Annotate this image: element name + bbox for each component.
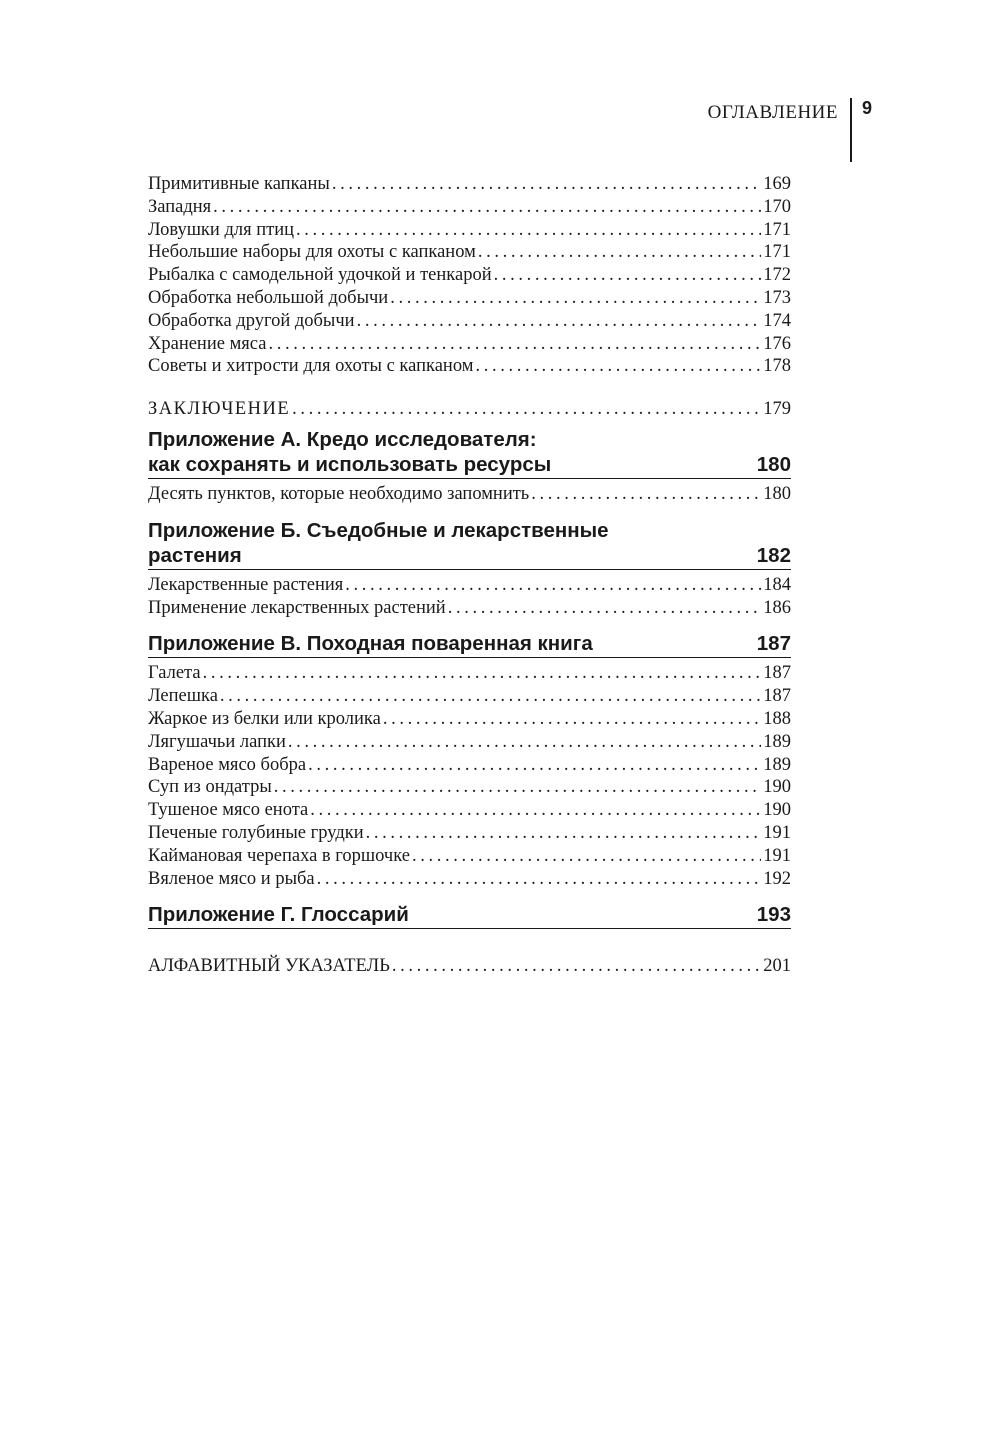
toc-entry[interactable]: [148, 241, 791, 264]
appendix-page: 180: [756, 452, 791, 476]
toc-entry[interactable]: [148, 173, 791, 196]
toc-entry-title: Примитивные капканы: [148, 174, 330, 194]
toc-entry[interactable]: [148, 355, 791, 378]
toc-entry-title: Жаркое из белки или кролика: [148, 708, 381, 729]
toc-entry-title: Небольшие наборы для охоты с капканом: [148, 242, 476, 263]
toc-entry-page: 191: [763, 845, 791, 866]
toc-entry-page: 187: [763, 663, 791, 684]
toc-entry[interactable]: [148, 731, 791, 754]
toc-entry[interactable]: [148, 799, 791, 822]
toc-entry-page: 190: [763, 777, 791, 798]
dot-leader: [390, 287, 761, 310]
toc-entry-title: Хранение мяса: [148, 333, 267, 354]
dot-leader: [274, 776, 761, 799]
appendix-title-line: растения: [148, 543, 242, 567]
toc-entry[interactable]: [148, 597, 791, 620]
dot-leader: [268, 333, 761, 356]
toc-entry[interactable]: [148, 868, 791, 891]
toc-entry-conclusion[interactable]: [148, 398, 791, 421]
dot-leader: [203, 662, 762, 685]
dot-leader: [357, 310, 762, 333]
toc-entry-page: 178: [763, 356, 791, 377]
toc-entry-title: АЛФАВИТНЫЙ УКАЗАТЕЛЬ: [148, 956, 390, 977]
toc-entry-title: Тушеное мясо енота: [148, 800, 309, 821]
appendix-title-row: [148, 902, 791, 927]
appendix-title-line: Приложение Г. Глоссарий: [148, 903, 409, 927]
appendix-b-heading[interactable]: [148, 518, 791, 570]
appendix-title-row: [148, 543, 791, 568]
toc-entry-title: ЗАКЛЮЧЕНИЕ: [148, 399, 291, 420]
appendix-page: 193: [756, 903, 791, 927]
toc-entry-page: 191: [763, 822, 791, 843]
toc-entry-page: 179: [763, 399, 791, 420]
toc-entry-title: Десять пунктов, которые необходимо запомнить: [148, 483, 530, 504]
toc-entry-page: 173: [763, 287, 791, 308]
table-of-contents: [148, 173, 791, 978]
toc-entry-title: Суп из ондатры: [148, 777, 272, 798]
dot-leader: [332, 173, 761, 196]
dot-leader: [412, 845, 761, 868]
toc-entry-page: 190: [763, 800, 791, 821]
toc-entry-page: 187: [763, 686, 791, 707]
toc-entry[interactable]: [148, 776, 791, 799]
dot-leader: [383, 708, 761, 731]
toc-entry-title: Вяленое мясо и рыба: [148, 868, 315, 889]
dot-leader: [478, 241, 761, 264]
dot-leader: [366, 822, 762, 845]
dot-leader: [310, 799, 761, 822]
appendix-title-line: Приложение В. Походная поваренная книга: [148, 632, 593, 656]
running-title: ОГЛАВЛЕНИЕ: [707, 102, 838, 123]
toc-entry[interactable]: [148, 287, 791, 310]
appendix-a-heading[interactable]: [148, 427, 791, 479]
dot-leader: [288, 731, 761, 754]
toc-entry-page: 189: [763, 754, 791, 775]
dot-leader: [296, 219, 761, 242]
toc-entry-page: 171: [763, 242, 791, 263]
toc-entry-page: 184: [763, 574, 791, 595]
appendix-title-row: [148, 631, 791, 656]
toc-entry-title: Каймановая черепаха в горшочке: [148, 845, 410, 866]
toc-entry-title: Печеные голубиные грудки: [148, 822, 364, 843]
toc-entry-index[interactable]: [148, 955, 791, 978]
toc-entry-title: Ловушки для птиц: [148, 219, 295, 240]
toc-entry-title: Обработка другой добычи: [148, 310, 355, 331]
dot-leader: [213, 196, 761, 219]
toc-entry-title: Советы и хитрости для охоты с капканом: [148, 356, 474, 377]
toc-entry[interactable]: [148, 333, 791, 356]
toc-entry[interactable]: [148, 483, 791, 506]
toc-entry-title: Лепешка: [148, 686, 218, 707]
toc-entry-title: Лягушачьи лапки: [148, 731, 286, 752]
toc-entry-title: Лекарственные растения: [148, 574, 344, 595]
toc-entry-page: 186: [763, 597, 791, 618]
dot-leader: [292, 398, 761, 421]
toc-entry-page: 180: [763, 483, 791, 504]
toc-entry-title: Обработка небольшой добычи: [148, 287, 389, 308]
appendix-title-line: как сохранять и использовать ресурсы: [148, 452, 552, 476]
toc-entry[interactable]: [148, 845, 791, 868]
toc-entry-page: 192: [763, 868, 791, 889]
toc-entry[interactable]: [148, 574, 791, 597]
header-rule: [850, 98, 852, 162]
toc-entry[interactable]: [148, 708, 791, 731]
appendix-title-line: Приложение А. Кредо исследователя:: [148, 427, 537, 451]
dot-leader: [494, 264, 762, 287]
toc-entry-page: 176: [763, 333, 791, 354]
toc-entry[interactable]: [148, 822, 791, 845]
page-number: 9: [862, 98, 873, 118]
dot-leader: [220, 685, 761, 708]
toc-group-traps: [148, 173, 791, 378]
toc-entry-page: 174: [763, 310, 791, 331]
toc-entry-title: Западня: [148, 196, 212, 217]
toc-entry-title: Рыбалка с самодельной удочкой и тенкарой: [148, 265, 492, 286]
appendix-g-heading[interactable]: [148, 902, 791, 929]
toc-entry[interactable]: [148, 196, 791, 219]
dot-leader: [392, 955, 761, 978]
toc-entry-title: Вареное мясо бобра: [148, 754, 307, 775]
toc-entry[interactable]: [148, 219, 791, 242]
toc-entry-page: 201: [763, 956, 791, 977]
toc-entry-page: 169: [763, 174, 791, 194]
appendix-title-row: [148, 452, 791, 477]
toc-entry[interactable]: [148, 264, 791, 287]
dot-leader: [345, 574, 761, 597]
toc-entry-title: Применение лекарственных растений: [148, 597, 446, 618]
toc-entry[interactable]: [148, 685, 791, 708]
toc-entry-title: Галета: [148, 663, 201, 684]
dot-leader: [531, 483, 761, 506]
toc-entry-page: 172: [763, 265, 791, 286]
dot-leader: [308, 754, 761, 777]
appendix-v-heading[interactable]: [148, 631, 791, 658]
dot-leader: [317, 868, 762, 891]
toc-entry[interactable]: [148, 310, 791, 333]
dot-leader: [448, 597, 762, 620]
toc-entry-page: 171: [763, 219, 791, 240]
toc-entry[interactable]: [148, 662, 791, 685]
appendix-page: 187: [756, 632, 791, 656]
toc-entry-page: 188: [763, 708, 791, 729]
dot-leader: [475, 355, 761, 378]
toc-entry-page: 170: [763, 196, 791, 217]
toc-entry[interactable]: [148, 754, 791, 777]
appendix-title-line: Приложение Б. Съедобные и лекарственные: [148, 518, 609, 542]
toc-entry-page: 189: [763, 731, 791, 752]
appendix-page: 182: [756, 543, 791, 567]
